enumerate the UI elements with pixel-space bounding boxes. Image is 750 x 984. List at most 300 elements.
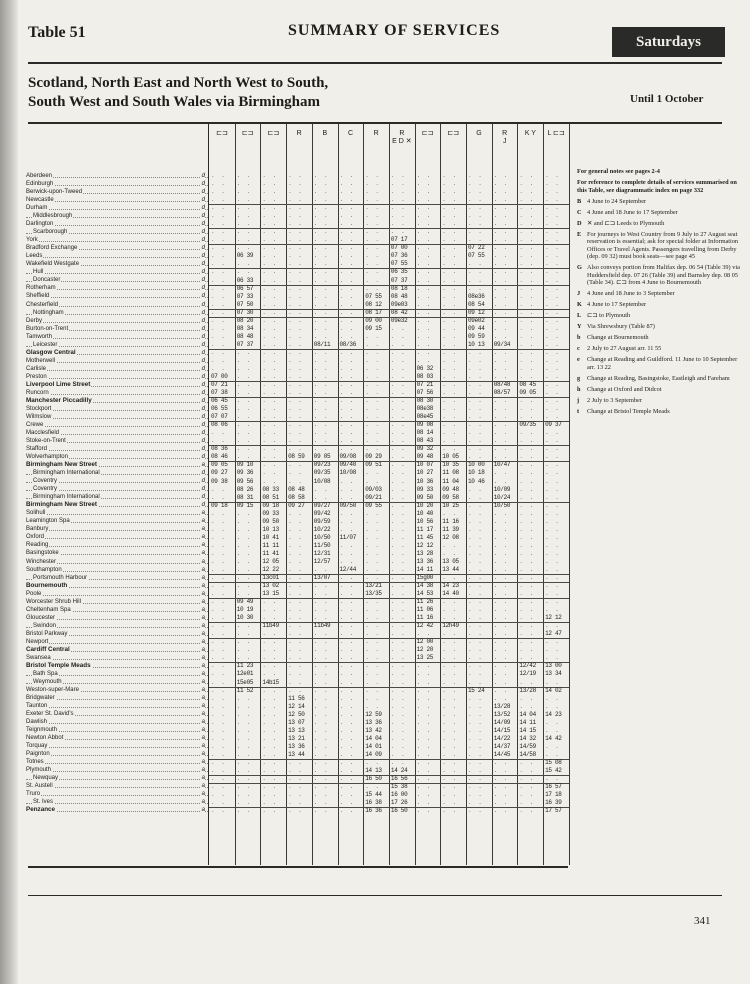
departure-time: 10 20 <box>416 501 434 509</box>
no-service-dots: . . <box>390 453 407 461</box>
no-service-dots: . . <box>468 389 484 397</box>
no-service-dots: . . <box>416 268 432 276</box>
footnote-key: b <box>577 334 581 342</box>
departure-time: 13/35 <box>365 590 382 598</box>
no-service-dots: . . <box>519 405 535 413</box>
no-service-dots: . . <box>236 622 252 630</box>
no-service-dots: . . <box>468 750 484 758</box>
leader-dots <box>26 707 208 708</box>
arr-dep-marker: d <box>201 413 205 420</box>
no-service-dots: . . <box>262 694 278 702</box>
departure-time: 09/59 <box>313 517 331 525</box>
no-service-dots: . . <box>236 509 252 517</box>
station-row <box>26 590 208 598</box>
departure-time: 09 12 <box>468 308 485 316</box>
no-service-dots: . . <box>519 565 535 573</box>
no-service-dots: . . <box>313 807 330 815</box>
no-service-dots: . . <box>545 180 561 188</box>
departure-time: 10 41 <box>262 533 279 541</box>
column-divider <box>286 124 287 865</box>
no-service-dots: . . <box>468 196 484 204</box>
no-service-dots: . . <box>468 364 484 372</box>
departure-time: 11 23 <box>236 662 254 670</box>
no-service-dots: . . <box>545 268 561 276</box>
no-service-dots: . . <box>236 557 252 565</box>
no-service-dots: . . <box>468 646 484 654</box>
no-service-dots: . . <box>236 726 252 734</box>
no-service-dots: . . <box>288 477 304 485</box>
no-service-dots: . . <box>288 766 304 774</box>
no-service-dots: . . <box>468 807 484 815</box>
no-service-dots: . . <box>468 557 484 565</box>
no-service-dots: . . <box>313 172 330 179</box>
no-service-dots: . . <box>288 364 304 372</box>
footnote <box>577 290 742 298</box>
no-service-dots: . . <box>545 461 561 469</box>
leader-dots <box>26 723 208 724</box>
no-service-dots: . . <box>262 799 278 807</box>
no-service-dots: . . <box>442 742 458 750</box>
no-service-dots: . . <box>262 702 278 710</box>
no-service-dots: . . <box>545 236 561 244</box>
no-service-dots: . . <box>545 622 561 630</box>
no-service-dots: . . <box>468 574 484 581</box>
departure-time: 13 34 <box>545 670 562 678</box>
no-service-dots: . . <box>339 775 355 782</box>
station-name: Cardiff Central <box>26 645 70 653</box>
no-service-dots: . . <box>211 638 227 646</box>
no-service-dots: . . <box>313 236 330 244</box>
station-row <box>26 734 208 742</box>
station-name: Aberdeen <box>26 173 53 179</box>
no-service-dots: . . <box>211 356 227 364</box>
no-service-dots: . . <box>493 236 509 244</box>
station-row <box>26 180 208 188</box>
no-service-dots: . . <box>339 252 355 260</box>
arr-dep-marker: d <box>201 317 205 324</box>
no-service-dots: . . <box>390 710 407 718</box>
departure-time: 08 33 <box>262 485 279 493</box>
no-service-dots: . . <box>519 549 535 557</box>
station-name: Burton-on-Trent <box>26 325 69 332</box>
no-service-dots: . . <box>262 598 278 606</box>
departure-time: 14 11 <box>416 565 434 573</box>
no-service-dots: . . <box>416 236 432 244</box>
no-service-dots: . . <box>442 574 458 581</box>
arr-dep-marker: a <box>201 711 205 718</box>
no-service-dots: . . <box>313 356 330 364</box>
column-header <box>545 130 567 138</box>
no-service-dots: . . <box>468 397 484 405</box>
no-service-dots: . . <box>365 525 381 533</box>
arr-dep-marker: a <box>201 799 205 806</box>
no-service-dots: . . <box>442 549 458 557</box>
no-service-dots: . . <box>288 316 304 324</box>
no-service-dots: . . <box>211 252 227 260</box>
departure-time: 08 51 <box>262 493 279 501</box>
restaurant-icon: R <box>399 130 405 137</box>
no-service-dots: . . <box>545 565 561 573</box>
no-service-dots: . . <box>339 485 355 493</box>
no-service-dots: . . <box>442 316 458 324</box>
no-service-dots: . . <box>262 340 278 348</box>
arr-dep-marker: a <box>201 558 205 565</box>
no-service-dots: . . <box>493 614 509 622</box>
departure-time: 08 59 <box>288 453 305 461</box>
no-service-dots: . . <box>288 606 304 614</box>
no-service-dots: . . <box>236 421 252 429</box>
no-service-dots: . . <box>313 758 330 766</box>
no-service-dots: . . <box>416 308 432 316</box>
no-service-dots: . . <box>288 172 304 179</box>
no-service-dots: . . <box>365 646 381 654</box>
no-service-dots: . . <box>313 783 330 791</box>
no-service-dots: . . <box>519 766 535 774</box>
departure-time: 09/03 <box>365 485 382 493</box>
no-service-dots: . . <box>416 678 432 686</box>
footnote-text: 4 June to 24 September <box>587 197 647 205</box>
no-service-dots: . . <box>211 662 227 670</box>
no-service-dots: . . <box>365 260 381 268</box>
departure-time: 09/08 <box>339 453 357 461</box>
no-service-dots: . . <box>365 212 381 220</box>
no-service-dots: . . <box>365 517 381 525</box>
departure-time: 08 17 <box>365 308 382 316</box>
station-row <box>26 413 208 421</box>
departure-time: 12/42 <box>519 662 536 670</box>
arr-dep-marker: d <box>201 494 205 501</box>
departure-time: 14 04 <box>519 710 536 718</box>
station-name: Stafford <box>26 446 47 453</box>
no-service-dots: . . <box>545 549 561 557</box>
no-service-dots: . . <box>442 212 458 220</box>
no-service-dots: . . <box>468 348 484 356</box>
departure-time: 11 26 <box>416 598 434 606</box>
arr-dep-marker: a <box>201 462 205 469</box>
departure-time: 06 39 <box>236 252 254 260</box>
no-service-dots: . . <box>313 268 330 276</box>
station-name: Durham <box>26 205 48 212</box>
station-name: Rotherham <box>26 285 56 292</box>
no-service-dots: . . <box>313 437 330 445</box>
no-service-dots: . . <box>211 710 227 718</box>
no-service-dots: . . <box>442 694 458 702</box>
no-service-dots: . . <box>468 710 484 718</box>
no-service-dots: . . <box>365 373 381 380</box>
leader-dots <box>26 595 208 596</box>
no-service-dots: . . <box>468 541 484 549</box>
station-row <box>26 798 208 806</box>
no-service-dots: . . <box>288 461 304 469</box>
no-service-dots: . . <box>365 421 381 429</box>
no-service-dots: . . <box>339 212 355 220</box>
no-service-dots: . . <box>519 252 535 260</box>
no-service-dots: . . <box>339 606 355 614</box>
departure-time: 09 10 <box>236 461 254 469</box>
no-service-dots: . . <box>390 533 407 541</box>
station-name: Plymouth <box>26 767 52 774</box>
no-service-dots: . . <box>416 670 432 678</box>
station-row <box>26 397 208 405</box>
no-service-dots: . . <box>262 783 278 791</box>
no-service-dots: . . <box>519 324 535 332</box>
service-code: ⊏⊐ <box>241 130 254 137</box>
no-service-dots: . . <box>262 646 278 654</box>
no-service-dots: . . <box>313 292 330 300</box>
station-name: Bridgwater <box>26 695 55 702</box>
column-header <box>468 130 490 138</box>
no-service-dots: . . <box>390 622 407 630</box>
no-service-dots: . . <box>416 694 432 702</box>
no-service-dots: . . <box>211 308 227 316</box>
arr-dep-marker: d <box>201 189 205 196</box>
no-service-dots: . . <box>390 726 407 734</box>
no-service-dots: . . <box>262 445 278 453</box>
no-service-dots: . . <box>519 356 535 364</box>
no-service-dots: . . <box>416 702 432 710</box>
no-service-dots: . . <box>468 654 484 662</box>
station-row <box>26 710 208 718</box>
no-service-dots: . . <box>339 783 355 791</box>
no-service-dots: . . <box>493 477 509 485</box>
arr-dep-marker: d <box>201 205 205 212</box>
departure-time: 09 05 <box>313 453 331 461</box>
no-service-dots: . . <box>519 702 535 710</box>
no-service-dots: . . <box>313 614 330 622</box>
column-divider <box>543 124 544 865</box>
no-service-dots: . . <box>545 493 561 501</box>
no-service-dots: . . <box>545 204 561 212</box>
no-service-dots: . . <box>493 252 509 260</box>
arr-dep-marker: a <box>201 598 205 605</box>
station-name: Wakefield Westgate <box>26 261 80 268</box>
no-service-dots: . . <box>545 172 561 179</box>
no-service-dots: . . <box>416 292 432 300</box>
no-service-dots: . . <box>519 574 535 581</box>
no-service-dots: . . <box>390 541 407 549</box>
departure-time: 07 55 <box>468 252 485 260</box>
no-service-dots: . . <box>262 373 278 380</box>
no-service-dots: . . <box>211 590 227 598</box>
no-service-dots: . . <box>442 268 458 276</box>
no-service-dots: . . <box>313 276 330 284</box>
no-service-dots: . . <box>288 413 304 421</box>
no-service-dots: . . <box>365 220 381 228</box>
no-service-dots: . . <box>288 308 304 316</box>
station-name: Swansea <box>26 654 51 661</box>
no-service-dots: . . <box>519 638 535 646</box>
no-service-dots: . . <box>211 509 227 517</box>
restaurant-icon: R <box>373 130 379 137</box>
no-service-dots: . . <box>288 509 304 517</box>
no-service-dots: . . <box>442 356 458 364</box>
no-service-dots: . . <box>468 188 484 196</box>
no-service-dots: . . <box>313 429 330 437</box>
column-header <box>237 130 259 138</box>
no-service-dots: . . <box>339 702 355 710</box>
route-line-2: South West and South Wales via Birmingham <box>28 94 321 110</box>
no-service-dots: . . <box>390 461 407 469</box>
station-name: Torquay <box>26 743 48 750</box>
restaurant-icon: R <box>502 130 508 137</box>
station-name: Newport <box>26 638 49 645</box>
no-service-dots: . . <box>313 750 330 758</box>
no-service-dots: . . <box>313 565 330 573</box>
no-service-dots: . . <box>211 574 227 581</box>
no-service-dots: . . <box>313 791 330 799</box>
station-name: St. Ives <box>33 799 54 806</box>
no-service-dots: . . <box>339 670 355 678</box>
station-name: Bath Spa <box>33 670 58 677</box>
no-service-dots: . . <box>545 373 561 380</box>
footnote <box>577 334 742 342</box>
no-service-dots: . . <box>519 758 535 766</box>
station-name: Tamworth <box>26 333 53 340</box>
no-service-dots: . . <box>365 622 381 630</box>
no-service-dots: . . <box>390 630 407 638</box>
no-service-dots: . . <box>390 332 407 340</box>
arr-dep-marker: d <box>201 470 205 477</box>
no-service-dots: . . <box>468 549 484 557</box>
departure-time: 09 29 <box>365 453 382 461</box>
no-service-dots: . . <box>442 324 458 332</box>
arr-dep-marker: a <box>201 687 205 693</box>
departure-time: 08/11 <box>313 340 331 348</box>
column-divider <box>235 124 236 865</box>
no-service-dots: . . <box>493 453 509 461</box>
no-service-dots: . . <box>519 236 535 244</box>
no-service-dots: . . <box>262 421 278 429</box>
departure-time: 13c01 <box>262 574 279 581</box>
departure-time: 08 36 <box>211 445 228 453</box>
no-service-dots: . . <box>468 284 484 292</box>
station-name: Hull <box>33 269 44 276</box>
no-service-dots: . . <box>288 397 304 405</box>
no-service-dots: . . <box>236 180 252 188</box>
no-service-dots: . . <box>493 799 509 807</box>
no-service-dots: . . <box>365 437 381 445</box>
footnotes <box>577 168 742 419</box>
departure-time: 08 12 <box>365 300 382 308</box>
departure-time: 10 27 <box>416 469 434 477</box>
no-service-dots: . . <box>519 204 535 212</box>
no-service-dots: . . <box>493 509 509 517</box>
leader-dots <box>26 410 208 411</box>
no-service-dots: . . <box>365 204 381 212</box>
no-service-dots: . . <box>493 188 509 196</box>
no-service-dots: . . <box>262 614 278 622</box>
no-service-dots: . . <box>390 734 407 742</box>
no-service-dots: . . <box>493 364 509 372</box>
column-divider <box>517 124 518 865</box>
station-name: Worcester Shrub Hill <box>26 598 81 605</box>
no-service-dots: . . <box>236 750 252 758</box>
no-service-dots: . . <box>468 421 484 429</box>
no-service-dots: . . <box>313 630 330 638</box>
footnote-key: Y <box>577 323 582 331</box>
departure-time: 07 37 <box>390 276 408 284</box>
no-service-dots: . . <box>262 734 278 742</box>
departure-time: 08 58 <box>288 493 305 501</box>
departure-time: 09 15 <box>236 501 254 509</box>
no-service-dots: . . <box>442 180 458 188</box>
no-service-dots: . . <box>339 791 355 799</box>
no-service-dots: . . <box>313 204 330 212</box>
departure-time: 10/09 <box>493 485 511 493</box>
header-rule <box>28 62 722 64</box>
departure-time: 14 04 <box>365 734 382 742</box>
no-service-dots: . . <box>313 598 330 606</box>
no-service-dots: . . <box>313 348 330 356</box>
no-service-dots: . . <box>313 654 330 662</box>
no-service-dots: . . <box>288 646 304 654</box>
no-service-dots: . . <box>519 525 535 533</box>
station-name: Paignton <box>26 751 50 758</box>
no-service-dots: . . <box>288 204 304 212</box>
station-name: Bournemouth <box>26 581 68 589</box>
no-service-dots: . . <box>236 541 252 549</box>
no-service-dots: . . <box>262 726 278 734</box>
no-service-dots: . . <box>288 469 304 477</box>
no-service-dots: . . <box>468 429 484 437</box>
footnote-text: For journeys to West Country from 9 July to 27 August seat reservation is essential; ask for special folder at Information Offices or Travel Agents. Passengers travelling from Derby (dep. 09 32) must book seats—see page 45 <box>587 230 739 261</box>
no-service-dots: . . <box>442 710 458 718</box>
no-service-dots: . . <box>339 228 355 236</box>
no-service-dots: . . <box>519 509 535 517</box>
no-service-dots: . . <box>262 686 278 694</box>
no-service-dots: . . <box>519 437 535 445</box>
no-service-dots: . . <box>365 606 381 614</box>
no-service-dots: . . <box>236 348 252 356</box>
no-service-dots: . . <box>211 268 227 276</box>
departure-time: 09 48 <box>442 485 459 493</box>
no-service-dots: . . <box>313 405 330 413</box>
service-code: K Y <box>524 130 536 137</box>
departure-time: 12 50 <box>288 710 305 718</box>
station-row <box>26 614 208 622</box>
no-service-dots: . . <box>211 485 227 493</box>
no-service-dots: . . <box>339 276 355 284</box>
no-service-dots: . . <box>416 791 432 799</box>
service-code: L ⊏⊐ <box>547 130 565 137</box>
station-name: Solihull <box>26 510 46 517</box>
leader-dots <box>26 763 208 764</box>
no-service-dots: . . <box>365 630 381 638</box>
station-name: Winchester <box>26 558 57 565</box>
service-code: ⊏⊐ <box>421 130 434 137</box>
no-service-dots: . . <box>493 541 509 549</box>
no-service-dots: . . <box>313 300 330 308</box>
no-service-dots: . . <box>211 582 227 590</box>
departure-time: 17 57 <box>545 807 562 815</box>
no-service-dots: . . <box>442 614 458 622</box>
no-service-dots: . . <box>262 638 278 646</box>
arr-dep-marker: d <box>201 478 205 485</box>
no-service-dots: . . <box>339 638 355 646</box>
no-service-dots: . . <box>288 268 304 276</box>
no-service-dots: . . <box>211 493 227 501</box>
no-service-dots: . . <box>313 389 330 397</box>
table-bottom-rule <box>28 866 568 868</box>
no-service-dots: . . <box>262 356 278 364</box>
no-service-dots: . . <box>493 517 509 525</box>
no-service-dots: . . <box>442 678 458 686</box>
no-service-dots: . . <box>262 292 278 300</box>
no-service-dots: . . <box>519 501 535 509</box>
no-service-dots: . . <box>236 783 252 791</box>
station-row <box>26 646 208 654</box>
no-service-dots: . . <box>468 485 484 493</box>
